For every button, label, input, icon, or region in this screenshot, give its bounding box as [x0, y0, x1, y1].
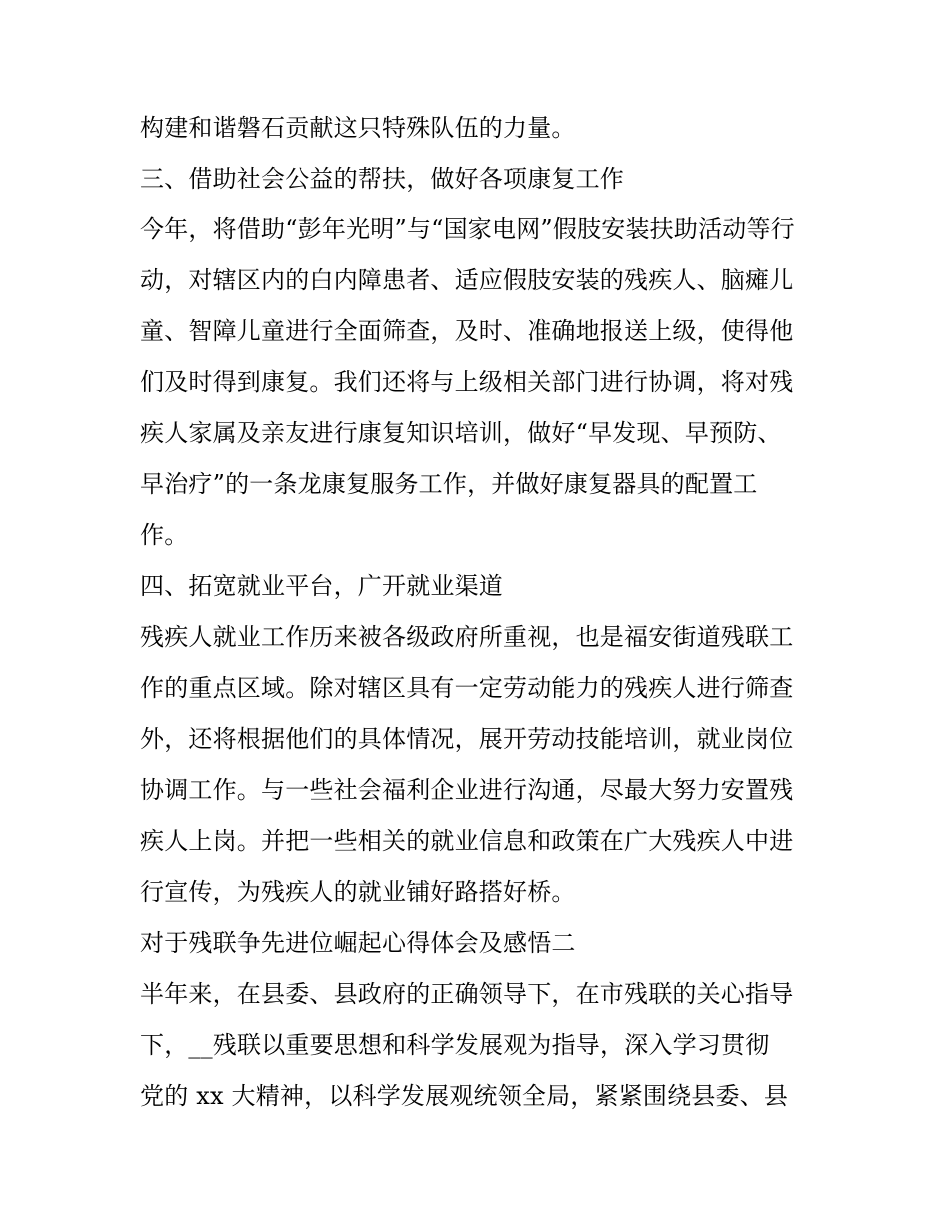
text-line: 们及时得到康复。我们还将与上级相关部门进行协调，将对残 — [140, 368, 794, 396]
text-line: 半年来，在县委、县政府的正确领导下，在市残联的关心指导 — [140, 980, 794, 1008]
text-line: 构建和谐磐石贡献这只特殊队伍的力量。 — [140, 114, 576, 142]
text-line: 作。 — [140, 521, 189, 549]
text-line: 动，对辖区内的白内障患者、适应假肢安装的残疾人、脑瘫儿 — [140, 266, 794, 294]
text-line: 早治疗”的一条龙康复服务工作，并做好康复器具的配置工 — [140, 470, 758, 498]
text-line: 疾人家属及亲友进行康复知识培训，做好“早发现、早预防、 — [140, 419, 782, 447]
text-line: 残疾人就业工作历来被各级政府所重视，也是福安街道残联工 — [140, 623, 794, 651]
text-line: 作的重点区域。除对辖区具有一定劳动能力的残疾人进行筛查 — [140, 674, 794, 702]
section-heading: 三、借助社会公益的帮扶，做好各项康复工作 — [140, 165, 624, 193]
text-line: 今年，将借助“彭年光明”与“国家电网”假肢安装扶助活动等行 — [140, 215, 795, 243]
text-line: 童、智障儿童进行全面筛查，及时、准确地报送上级，使得他 — [140, 317, 794, 345]
text-line: 下，__残联以重要思想和科学发展观为指导，深入学习贯彻 — [140, 1031, 770, 1059]
text-line: 协调工作。与一些社会福利企业进行沟通，尽最大努力安置残 — [140, 776, 794, 804]
text-line: 疾人上岗。并把一些相关的就业信息和政策在广大残疾人中进 — [140, 827, 794, 855]
subtitle-line: 对于残联争先进位崛起心得体会及感悟二 — [140, 929, 576, 957]
text-line: 外，还将根据他们的具体情况，展开劳动技能培训，就业岗位 — [140, 725, 794, 753]
text-line: 党的 xx 大精神，以科学发展观统领全局，紧紧围绕县委、县 — [140, 1082, 789, 1110]
text-line: 行宣传，为残疾人的就业铺好路搭好桥。 — [140, 878, 576, 906]
section-heading: 四、拓宽就业平台，广开就业渠道 — [140, 572, 503, 600]
